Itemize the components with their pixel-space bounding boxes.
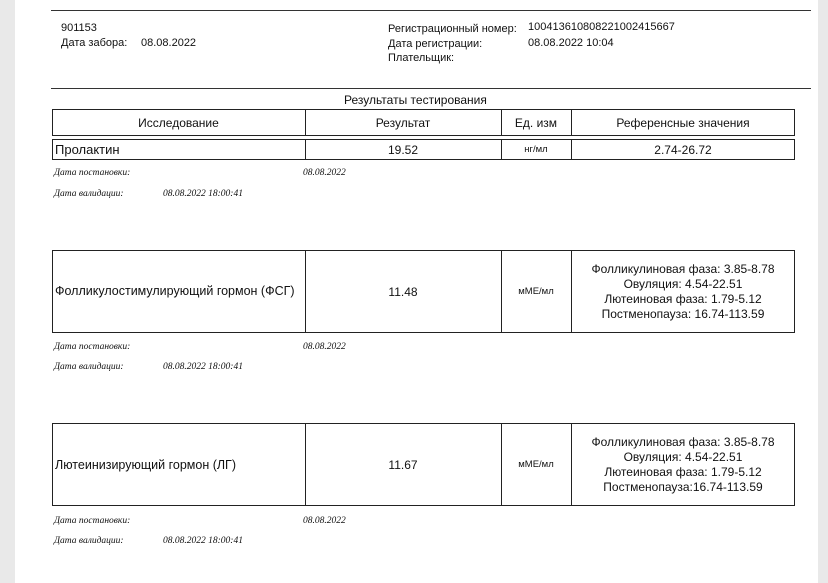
placement-label: Дата постановки:	[54, 342, 131, 352]
reference-line: Фолликулиновая фаза: 3.85-8.78	[591, 261, 775, 276]
test-unit: нг/мл	[524, 144, 548, 155]
placement-date: 08.08.2022	[303, 342, 346, 352]
reg-number-label: Регистрационный номер:	[388, 23, 517, 35]
report-page	[15, 0, 818, 583]
test-result: 19.52	[387, 142, 419, 157]
reference-line: Постменопауза: 16.74-113.59	[601, 306, 765, 321]
validation-label: Дата валидации:	[54, 189, 124, 199]
test-unit: мМЕ/мл	[518, 286, 554, 297]
validation-date: 08.08.2022 18:00:41	[163, 362, 243, 372]
reference-line: Овуляция: 4.54-22.51	[623, 449, 743, 464]
reference-line: Овуляция: 4.54-22.51	[623, 276, 743, 291]
test-name: Лютеинизирующий гормон (ЛГ)	[55, 457, 236, 472]
collection-date: 08.08.2022	[141, 37, 197, 49]
header-reference: Референсные значения	[616, 115, 750, 130]
reference-line: Постменопауза:16.74-113.59	[603, 479, 763, 494]
placement-date: 08.08.2022	[303, 168, 346, 178]
validation-date: 08.08.2022 18:00:41	[163, 536, 243, 546]
reference-line: Лютеиновая фаза: 1.79-5.12	[604, 291, 762, 306]
results-divider	[51, 88, 811, 89]
results-title: Результаты тестирования	[344, 93, 487, 107]
header-study: Исследование	[138, 115, 219, 130]
test-reference: 2.74-26.72	[654, 142, 712, 157]
header-unit: Ед. изм	[514, 115, 558, 130]
test-reference	[571, 423, 795, 506]
placement-label: Дата постановки:	[54, 168, 131, 178]
reg-date-label: Дата регистрации:	[388, 38, 483, 50]
top-divider	[51, 10, 811, 11]
validation-label: Дата валидации:	[54, 362, 124, 372]
reg-date: 08.08.2022 10:04	[528, 37, 614, 49]
placement-label: Дата постановки:	[54, 516, 131, 526]
patient-id: 901153	[61, 22, 97, 34]
validation-date: 08.08.2022 18:00:41	[163, 189, 243, 199]
test-unit: мМЕ/мл	[518, 459, 554, 470]
header-result: Результат	[375, 115, 431, 130]
test-result: 11.48	[388, 284, 418, 299]
test-result: 11.67	[388, 457, 418, 472]
test-name: Пролактин	[55, 142, 120, 157]
payer-label: Плательщик:	[388, 52, 455, 64]
test-name: Фолликулостимулирующий гормон (ФСГ)	[55, 284, 295, 298]
reference-line: Фолликулиновая фаза: 3.85-8.78	[591, 434, 775, 449]
test-reference	[571, 250, 795, 333]
validation-label: Дата валидации:	[54, 536, 124, 546]
placement-date: 08.08.2022	[303, 516, 346, 526]
reg-number: 100413610808221002415667	[528, 21, 675, 33]
reference-line: Лютеиновая фаза: 1.79-5.12	[604, 464, 762, 479]
collection-date-label: Дата забора:	[61, 37, 128, 49]
